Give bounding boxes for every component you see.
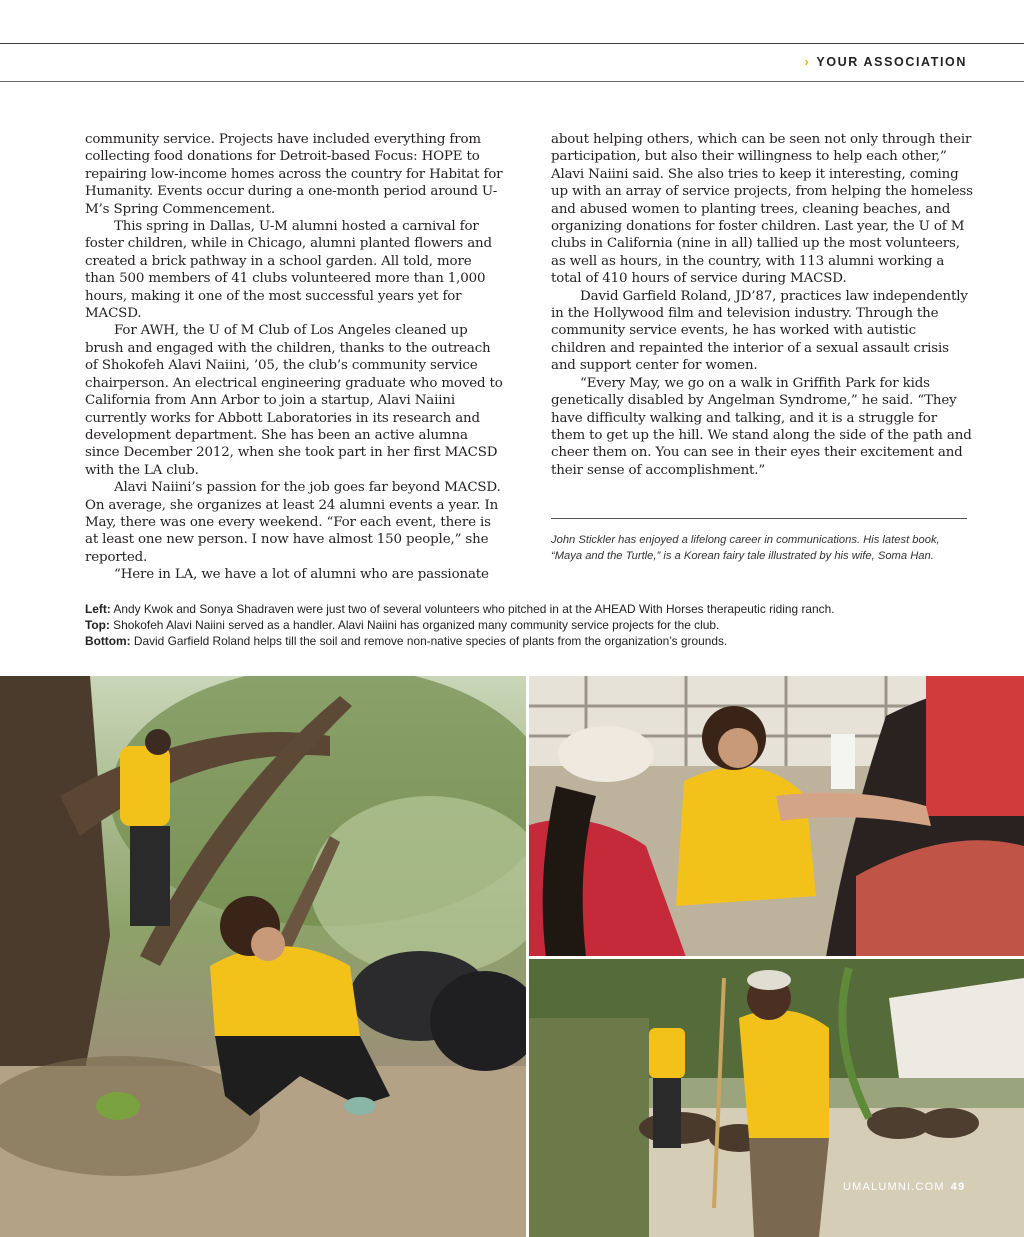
- page-number: 49: [950, 1181, 966, 1193]
- caption-left: [85, 601, 985, 617]
- caption-text: David Garfield Roland helps till the soil and remove non-native species of plants from the organization’s grounds.: [130, 634, 728, 648]
- caption-top: [85, 617, 985, 633]
- paragraph: Alavi Naiini’s passion for the job goes far beyond MACSD. On average, she organizes at least 24 alumni events a year. In May, there was one every weekend. “For each event, there is at least one new person. I now have almost 150 people,” she reported.: [85, 480, 501, 565]
- paragraph: community service. Projects have included everything from collecting food donations for Detroit-based Focus: HOPE to repairing low-income homes across the country for Habitat for Humanity. Events occur during a one-month period around U-M’s Spring Commencement.: [85, 132, 503, 217]
- caption-label: Top:: [85, 618, 110, 632]
- article-column-right: [551, 131, 973, 479]
- photo-handler-with-horse: [526, 676, 1024, 957]
- paragraph: about helping others, which can be seen not only through their participation, but also their willingness to help each other,” Alavi Naiini said. She also tries to keep it interesting, coming up with an array of service projects, from helping the homeless and abused women to planting trees, cleaning beaches, and organizing donations for foster children. Last year, the U of M clubs in California (nine in all) tallied up the most volunteers, as well as hours, in the country, with 113 alumni working a total of 410 hours of service during MACSD.: [551, 132, 973, 287]
- caption-text: Andy Kwok and Sonya Shadraven were just two of several volunteers who pitched in at the AHEAD With Horses therapeutic riding ranch.: [110, 602, 835, 616]
- header-bottom-rule: [0, 81, 1024, 82]
- paragraph: “Here in LA, we have a lot of alumni who are passionate: [114, 567, 489, 583]
- paragraph: David Garfield Roland, JD’87, practices law independently in the Hollywood film and television industry. Through the community service events, he has worked with autistic children and repainted the interior of a sexual assault crisis and support center for women.: [551, 288, 968, 374]
- paragraph: “Every May, we go on a walk in Griffith Park for kids genetically disabled by Angelman Syndrome,” he said. “They have difficulty walking and talking, and it is a struggle for them to get up the hill. We stand along the side of the path and cheer them on. You can see in their eyes their excitement and their sense of accomplishment.”: [551, 375, 972, 478]
- photo-volunteers-clearing-brush: [0, 676, 529, 1237]
- chevron-right-icon: ›: [804, 55, 811, 69]
- caption-label: Left:: [85, 602, 111, 616]
- photo-volunteer-in-garden: [529, 958, 1024, 1237]
- caption-text: Shokofeh Alavi Naiini served as a handler. Alavi Naiini has organized many community service projects for the club.: [109, 618, 720, 632]
- author-bio: John Stickler has enjoyed a lifelong career in communications. His latest book, “Maya and the Turtle,” is a Korean fairy tale illustrated by his wife, Soma Han.: [551, 534, 940, 562]
- caption-bottom: [85, 633, 985, 649]
- paragraph: For AWH, the U of M Club of Los Angeles cleaned up brush and engaged with the children, thanks to the outreach of Shokofeh Alavi Naiini, ’05, the club’s community service chairperson. An electrical engineering graduate who moved to California from Ann Arbor to join a startup, Alavi Naiini currently works for Abbott Laboratories in its research and development department. She has been an active alumna since December 2012, when she took part in her first MACSD with the LA club.: [85, 323, 503, 478]
- photo-gutter-horizontal: [526, 956, 1024, 959]
- footer-url: UMALUMNI.COM: [843, 1181, 945, 1193]
- paragraph: This spring in Dallas, U-M alumni hosted a carnival for foster children, while in Chicago, alumni planted flowers and created a brick pathway in a school garden. All told, more than 500 members of 41 clubs volunteered more than 1,000 hours, making it one of the most successful years yet for MACSD.: [85, 219, 492, 322]
- photo-captions: [85, 601, 985, 649]
- article-column-left: [85, 131, 505, 584]
- section-tag: [805, 55, 967, 69]
- header-top-rule: [0, 43, 1024, 44]
- section-label: YOUR ASSOCIATION: [816, 55, 967, 69]
- page-folio: [843, 1181, 965, 1193]
- bio-divider: [551, 518, 967, 519]
- caption-label: Bottom:: [85, 634, 131, 648]
